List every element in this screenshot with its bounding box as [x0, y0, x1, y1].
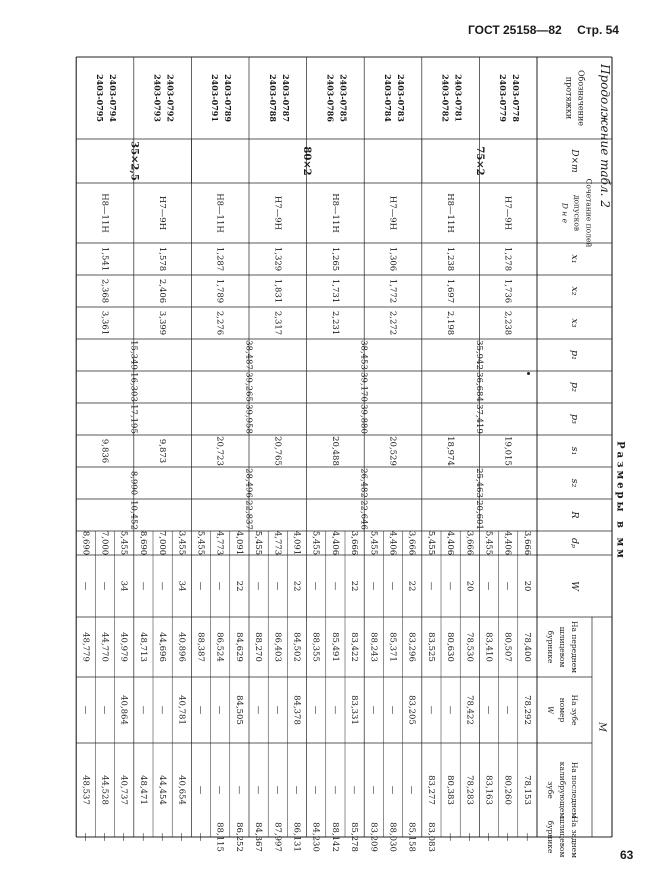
cell-m-first: 83,422 [349, 632, 360, 662]
cell-w: — [329, 581, 340, 591]
cell-m-rear: — [464, 832, 475, 842]
product-designation: 2403-0787 [280, 74, 291, 122]
header-mt-line: номер [558, 697, 567, 723]
cell-m-first: 84,502 [291, 632, 302, 662]
tolerance-combination: H7—9H [387, 195, 398, 231]
cell-p3: 17,195 [128, 404, 139, 434]
header-s1: s₁ [569, 446, 580, 456]
cell-m-first: 88,270 [253, 632, 264, 662]
cell-m-tooth: 84,505 [233, 695, 244, 725]
dimensions-table-region [72, 57, 626, 858]
header-tolerance-line: Сочетание полей [584, 178, 594, 248]
cell-m-tooth: — [80, 705, 91, 715]
cell-m-last-cal: — [195, 785, 206, 795]
cell-m-rear: 87,997 [272, 822, 283, 852]
cell-x3: 3,361 [99, 310, 110, 336]
cell-w: 20 [521, 580, 532, 592]
product-designation: 2403-0785 [338, 74, 349, 122]
cell-m-tooth: — [157, 705, 168, 715]
cell-m-first: 80,630 [445, 632, 456, 662]
header-ml-line: калибрующем [558, 761, 567, 819]
cell-m-rear: — [483, 832, 494, 842]
cell-dp: 5,455 [483, 530, 494, 556]
cell-dp: 8,690 [137, 530, 148, 556]
cell-m-last-cal: 83,163 [483, 775, 494, 805]
cell-m-first: 44,696 [157, 632, 168, 662]
cell-p1: 38,487 [243, 340, 254, 370]
cell-x1: 1,306 [387, 246, 398, 272]
cell-x2: 2,368 [99, 278, 110, 304]
cell-r: 10,452 [128, 500, 139, 530]
cell-p3: 39,958 [243, 404, 254, 434]
cell-m-rear: — [80, 832, 91, 842]
cell-dp: 3,666 [349, 530, 360, 556]
cell-m-tooth: 83,205 [406, 695, 417, 725]
cell-dp: 3,666 [464, 530, 475, 556]
cell-m-last-cal: — [310, 785, 321, 795]
cell-dp: 4,091 [233, 530, 244, 556]
cell-m-tooth: 78,422 [464, 695, 475, 725]
cell-dp: 7,000 [157, 530, 168, 556]
cell-m-first: 88,355 [310, 632, 321, 662]
cell-dp: 4,773 [272, 530, 283, 556]
cell-m-last-cal: — [406, 785, 417, 795]
cell-dp: 8,690 [80, 530, 91, 556]
cell-m-tooth: — [214, 705, 225, 715]
cell-m-last-cal: 44,454 [157, 775, 168, 805]
tolerance-combination: H8—11H [214, 193, 225, 233]
cell-s1: 20,723 [214, 436, 225, 466]
product-designation: 2403-0784 [383, 74, 393, 122]
cell-r: 20,601 [473, 500, 484, 530]
cell-dp: 7,000 [99, 530, 110, 556]
cell-m-last-cal: — [214, 785, 225, 795]
cell-m-first: 83,296 [406, 632, 417, 662]
cell-m-rear: — [195, 832, 206, 842]
cell-m-tooth: 83,331 [349, 695, 360, 725]
product-designation: 2403-0788 [267, 74, 278, 122]
cell-m-last-cal: 80,260 [502, 775, 513, 805]
cell-m-last-cal: 48,537 [80, 775, 91, 805]
cell-w: 22 [349, 580, 360, 592]
dxm-value: 80×2 [301, 146, 313, 176]
cell-m-rear: 88,030 [387, 822, 398, 852]
cell-m-rear: 88,142 [329, 822, 340, 852]
cell-s1: 20,488 [329, 436, 340, 466]
cell-m-first: 86,524 [214, 632, 225, 662]
header-mf-line: шлицевом [558, 626, 567, 668]
header-mf-line: На переднем [570, 621, 579, 673]
cell-m-tooth: — [368, 705, 379, 715]
cell-m-rear: 85,278 [349, 822, 360, 852]
cell-m-first: 88,243 [368, 632, 379, 662]
cell-m-last-cal: 78,153 [521, 775, 532, 805]
cell-m-tooth: — [310, 705, 321, 715]
cell-w: — [445, 581, 456, 591]
cell-m-last-cal: 44,528 [99, 775, 110, 805]
cell-m-last-cal: — [368, 785, 379, 795]
header-dxm: D×m [569, 149, 579, 173]
cell-m-tooth: — [329, 705, 340, 715]
cell-w: 22 [233, 580, 244, 592]
header-ml-line: зубе [546, 781, 555, 799]
header-r: R [569, 511, 580, 519]
rotated-table-container [72, 57, 626, 858]
continuation-note: Продолжение табл. 2 [598, 64, 612, 208]
header-mr-line: бурнике [546, 820, 555, 854]
cell-x2: 1,831 [272, 278, 283, 304]
cell-m-last-cal: — [253, 785, 264, 795]
cell-w: — [368, 581, 379, 591]
header-dp: dₚ [569, 538, 580, 548]
cell-dp: 4,773 [214, 530, 225, 556]
cell-m-rear: 83,209 [368, 822, 379, 852]
cell-x2: 2,406 [157, 278, 168, 304]
cell-m-last-cal: — [233, 785, 244, 795]
cell-m-tooth: 84,378 [291, 695, 302, 725]
cell-m-tooth: — [445, 705, 456, 715]
cell-w: — [310, 581, 321, 591]
cell-x3: 2,231 [329, 310, 340, 336]
cell-x1: 1,265 [329, 246, 340, 272]
cell-w: — [195, 581, 206, 591]
cell-m-tooth: — [195, 705, 206, 715]
cell-x2: 1,697 [445, 278, 456, 304]
cell-x2: 1,736 [502, 278, 513, 304]
cell-w: — [387, 581, 398, 591]
cell-m-first: 78,400 [521, 632, 532, 662]
cell-m-tooth: 40,864 [118, 695, 129, 725]
cell-m-last-cal: 83,277 [425, 775, 436, 805]
cell-w: 34 [118, 580, 129, 592]
header-tolerance-line: допусков [572, 194, 582, 232]
cell-m-last-cal: 78,283 [464, 775, 475, 805]
header-p3: p₃ [569, 414, 580, 424]
product-designation: 2403-0789 [223, 74, 234, 122]
cell-m-first: 78,530 [464, 632, 475, 662]
cell-dp: 5,455 [118, 530, 129, 556]
cell-x3: 2,272 [387, 310, 398, 336]
cell-dp: 4,406 [387, 530, 398, 556]
tolerance-combination: H8—11H [445, 193, 456, 233]
cell-m-tooth: — [502, 705, 513, 715]
cell-w: — [425, 581, 436, 591]
cell-w: — [483, 581, 494, 591]
product-designation: 2403-0779 [498, 74, 509, 122]
cell-dp: 3,666 [521, 530, 532, 556]
cell-r: 22,646 [358, 500, 369, 530]
cell-m-last-cal: — [349, 785, 360, 795]
cell-w: 22 [406, 580, 417, 592]
header-mr-line: шлицевом [558, 816, 567, 858]
header-s2: s₂ [569, 478, 580, 488]
header-p2: p₂ [569, 382, 580, 392]
product-designation: 2403-0795 [95, 74, 105, 122]
header-x1: x₁ [569, 254, 580, 264]
cell-m-last-cal: — [291, 785, 302, 795]
cell-s1: 20,529 [387, 436, 398, 466]
cell-dp: 5,455 [195, 530, 206, 556]
cell-x3: 2,276 [214, 310, 225, 336]
header-mr-line: На заднем [570, 816, 579, 858]
tolerance-combination: H7—9H [502, 195, 513, 231]
header-mt-line: На зубе [570, 694, 579, 726]
dxm-value: 35×2,5 [128, 141, 140, 181]
cell-m-first: 40,896 [176, 632, 187, 662]
cell-w: 20 [464, 580, 475, 592]
cell-m-last-cal: 40,737 [118, 775, 129, 805]
cell-r: 22,837 [243, 500, 254, 530]
cell-m-last-cal: — [329, 785, 340, 795]
page-number: 63 [620, 848, 634, 862]
cell-m-first: 85,491 [329, 632, 340, 662]
cell-p1: 35,942 [473, 340, 484, 370]
header-designation-line2: протяжки [564, 76, 574, 120]
cell-w: — [214, 581, 225, 591]
cell-m-rear: 84,230 [310, 822, 321, 852]
cell-m-last-cal: 40,654 [176, 775, 187, 805]
cell-m-tooth: — [137, 705, 148, 715]
cell-x2: 1,789 [214, 278, 225, 304]
cell-p2: 16,303 [128, 372, 139, 402]
cell-p1: 38,453 [358, 340, 369, 370]
cell-m-rear: — [445, 832, 456, 842]
cell-s1: 18,974 [445, 436, 456, 466]
cell-dp: 4,091 [291, 530, 302, 556]
cell-m-tooth: — [272, 705, 283, 715]
cell-m-rear: — [99, 832, 110, 842]
cell-m-first: 83,525 [425, 632, 436, 662]
cell-m-first: 48,713 [137, 632, 148, 662]
product-designation: 2403-0782 [440, 74, 451, 122]
standard-title: ГОСТ 25158—82 [468, 23, 562, 37]
cell-dp: 4,406 [502, 530, 513, 556]
cell-p3: 39,880 [358, 404, 369, 434]
cell-m-last-cal: 48,471 [137, 775, 148, 805]
cell-m-first: 85,371 [387, 632, 398, 662]
cell-x3: 2,317 [272, 310, 283, 336]
tolerance-combination: H7—9H [272, 195, 283, 231]
product-designation: 2403-0783 [396, 74, 406, 122]
cell-s2: 8,990 [128, 470, 139, 496]
header-m: M [596, 722, 608, 732]
cell-dp: 4,406 [329, 530, 340, 556]
cell-m-first: 80,507 [502, 632, 513, 662]
cell-m-last-cal: — [387, 785, 398, 795]
product-designation: 2403-0781 [453, 74, 464, 122]
cell-m-tooth: 78,292 [521, 695, 532, 725]
cell-s2: 26,482 [358, 468, 369, 498]
header-p1: p₁ [569, 350, 580, 360]
header-x2: x₂ [569, 286, 580, 296]
cell-m-tooth: — [483, 705, 494, 715]
cell-w: — [157, 581, 168, 591]
cell-m-tooth: — [387, 705, 398, 715]
cell-p2: 39,170 [358, 372, 369, 402]
cell-p3: 37,419 [473, 404, 484, 434]
cell-dp: 4,406 [445, 530, 456, 556]
cell-m-rear: — [118, 832, 129, 842]
cell-m-first: 83,410 [483, 632, 494, 662]
cell-m-first: 84,629 [233, 632, 244, 662]
dxm-value: 75×2 [473, 146, 485, 176]
cell-x3: 2,198 [445, 310, 456, 336]
cell-m-rear: 86,131 [291, 822, 302, 852]
cell-w: — [272, 581, 283, 591]
header-ml-line: На последнем [570, 761, 579, 819]
header-tolerance-line: D н е [560, 202, 570, 224]
cell-x3: 3,399 [157, 310, 168, 336]
cell-dp: 3,455 [176, 530, 187, 556]
cell-m-tooth: 40,781 [176, 695, 187, 725]
cell-w: — [253, 581, 264, 591]
cell-x1: 1,238 [445, 246, 456, 272]
cell-dp: 5,455 [368, 530, 379, 556]
cell-s1: 20,765 [272, 436, 283, 466]
cell-s1: 9,836 [99, 438, 110, 464]
cell-w: 34 [176, 580, 187, 592]
cell-dp: 5,455 [310, 530, 321, 556]
cell-s2: 25,463 [473, 468, 484, 498]
cell-s1: 9,873 [157, 438, 168, 464]
product-designation: 2403-0792 [165, 74, 176, 122]
table-caption: Размеры в мм [614, 441, 626, 561]
cell-m-rear: — [137, 832, 148, 842]
dimensions-table [72, 57, 626, 858]
cell-p2: 39,265 [243, 372, 254, 402]
product-designation: 2403-0786 [325, 74, 336, 122]
cell-m-first: 88,387 [195, 632, 206, 662]
cell-m-rear: 84,367 [253, 822, 264, 852]
cell-m-first: 40,979 [118, 632, 129, 662]
cell-dp: 3,666 [406, 530, 417, 556]
cell-w: — [137, 581, 148, 591]
tolerance-combination: H7—9H [157, 195, 168, 231]
cell-w: 22 [291, 580, 302, 592]
cell-x2: 1,731 [329, 278, 340, 304]
cell-x1: 1,287 [214, 246, 225, 272]
cell-m-tooth: — [425, 705, 436, 715]
cell-m-rear: — [521, 832, 532, 842]
cell-m-rear: — [157, 832, 168, 842]
cell-x1: 1,578 [157, 246, 168, 272]
page-header [468, 23, 619, 37]
cell-m-rear: 86,252 [233, 822, 244, 852]
header-x3: x₃ [569, 318, 580, 328]
cell-p1: 15,349 [128, 340, 139, 370]
page-label: Стр. 54 [577, 23, 619, 37]
cell-m-first: 48,779 [80, 632, 91, 662]
header-mf-line: бурнике [546, 630, 555, 664]
cell-x2: 1,772 [387, 278, 398, 304]
header-mt-line: W [546, 706, 555, 714]
cell-dp: 5,455 [253, 530, 264, 556]
cell-w: — [502, 581, 513, 591]
header-designation-line1: Обозначение [576, 69, 586, 127]
product-designation: 2403-0793 [152, 74, 163, 122]
cell-s2: 28,496 [243, 468, 254, 498]
cell-m-tooth: — [99, 705, 110, 715]
tolerance-combination: H8—11H [99, 193, 110, 233]
cell-w: — [80, 581, 91, 591]
cell-x3: 2,238 [502, 310, 513, 336]
cell-x1: 1,278 [502, 246, 513, 272]
cell-m-tooth: — [253, 705, 264, 715]
tolerance-combination: H8—11H [329, 193, 340, 233]
cell-m-last-cal: 80,383 [445, 775, 456, 805]
cell-x1: 1,329 [272, 246, 283, 272]
cell-m-rear: 85,158 [406, 822, 417, 852]
cell-m-rear: — [176, 832, 187, 842]
cell-dp: 5,455 [425, 530, 436, 556]
print-speck [527, 372, 530, 375]
product-designation: 2403-0778 [511, 74, 522, 122]
cell-m-rear: 88,115 [214, 822, 225, 852]
cell-x1: 1,541 [99, 246, 110, 272]
product-designation: 2403-0794 [108, 74, 118, 122]
cell-m-rear: — [502, 832, 513, 842]
cell-m-last-cal: — [272, 785, 283, 795]
header-w: W [569, 581, 580, 591]
cell-m-rear: 83,083 [425, 822, 436, 852]
cell-s1: 19,015 [502, 436, 513, 466]
cell-m-first: 86,403 [272, 632, 283, 662]
product-designation: 2403-0791 [210, 74, 221, 122]
cell-w: — [99, 581, 110, 591]
cell-m-first: 44,770 [99, 632, 110, 662]
cell-p2: 36,684 [473, 372, 484, 402]
